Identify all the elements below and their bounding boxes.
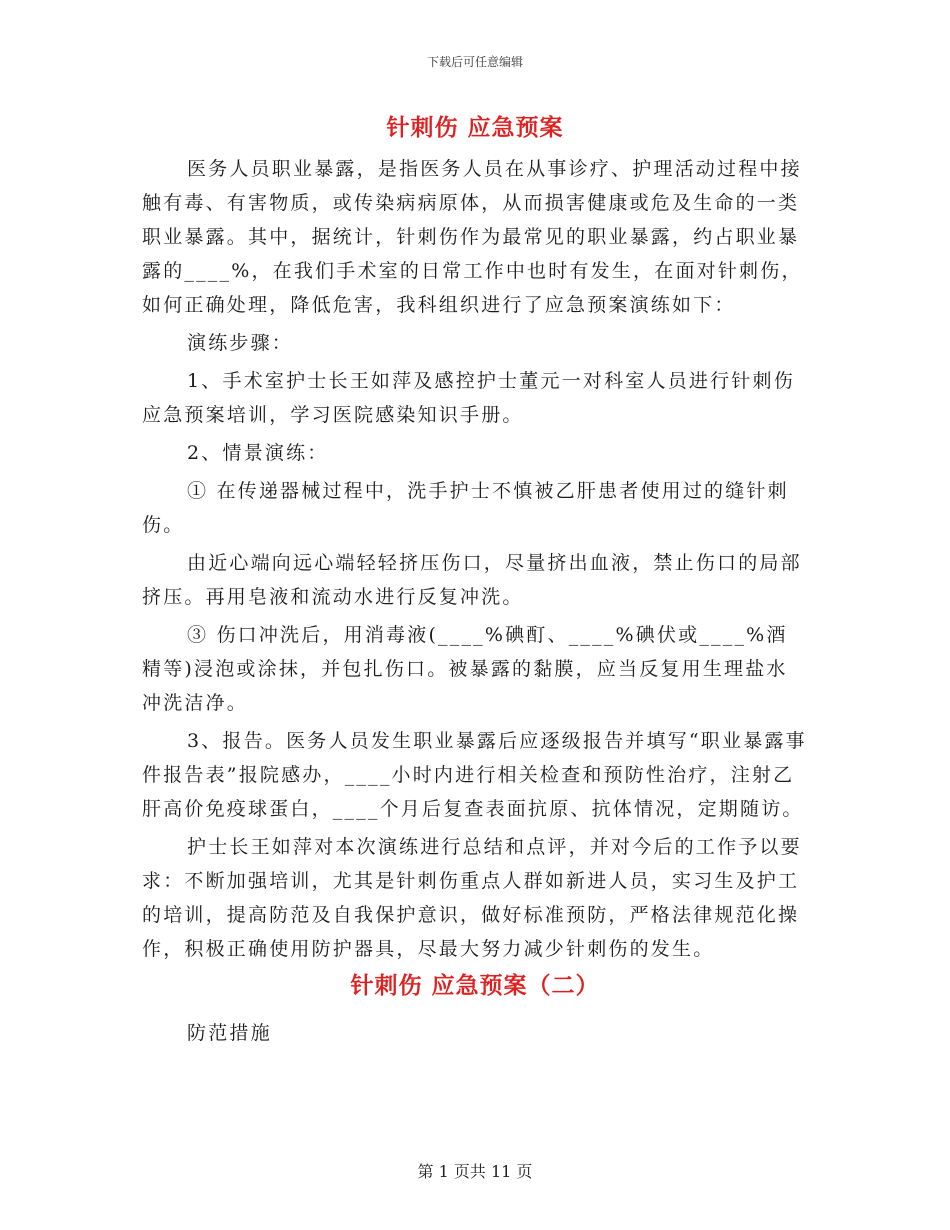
- paragraph-steps-heading: 演练步骤：: [187, 332, 294, 354]
- paragraph-step-1: 1、手术室护士长王如萍及感控护士董元一对科室人员进行针刺伤应急预案培训，学习医院感染知识手册。: [142, 370, 795, 426]
- paragraph-scenario-2: 由近心端向远心端轻轻挤压伤口，尽量挤出血液，禁止伤口的局部挤压。再用皂液和流动水进行反复冲洗。: [142, 552, 802, 608]
- page-header: 下载后可任意编辑: [426, 55, 523, 69]
- paragraph-step-2: 2、情景演练：: [187, 442, 329, 464]
- paragraph-scenario-1: ① 在传递器械过程中，洗手护士不慎被乙肝患者使用过的缝针刺伤。: [142, 480, 789, 536]
- paragraph-intro: 医务人员职业暴露，是指医务人员在从事诊疗、护理活动过程中接触有毒、有害物质，或传染病病原体，从而损害健康或危及生命的一类职业暴露。其中，据统计，针刺伤作为最常见的职业暴露，约占职业暴露的____%，在我们手术室的日常工作中也时有发生，在面对针刺伤，如何正确处理，降低危害，我科组织进行了应急预案演练如下：: [142, 158, 803, 316]
- paragraph-step-3: 3、报告。医务人员发生职业暴露后应逐级报告并填写“职业暴露事件报告表”报院感办，____小时内进行相关检查和预防性治疗，注射乙肝高价免疫球蛋白，____个月后复查表面抗原、抗体情况，定期随访。: [142, 730, 807, 820]
- section-title-2: 针刺伤 应急预案（二）: [350, 972, 600, 999]
- paragraph-scenario-3: ③ 伤口冲洗后，用消毒液(____%碘酊、____%碘伏或____%酒精等)浸泡或涂抹，并包扎伤口。被暴露的黏膜，应当反复用生理盐水冲洗洁净。: [142, 624, 788, 714]
- paragraph-prevention-heading: 防范措施: [187, 1022, 272, 1044]
- document-body: [142, 112, 808, 1050]
- page-footer: 第 1 页共 11 页: [417, 1162, 533, 1181]
- document-title: 针刺伤 应急预案: [386, 114, 564, 141]
- paragraph-summary: 护士长王如萍对本次演练进行总结和点评，并对今后的工作予以要求：不断加强培训，尤其是针刺伤重点人群如新进人员，实习生及护工的培训，提高防范及自我保护意识，做好标准预防，严格法律规范化操作，积极正确使用防护器具，尽最大努力减少针刺伤的发生。: [142, 836, 802, 960]
